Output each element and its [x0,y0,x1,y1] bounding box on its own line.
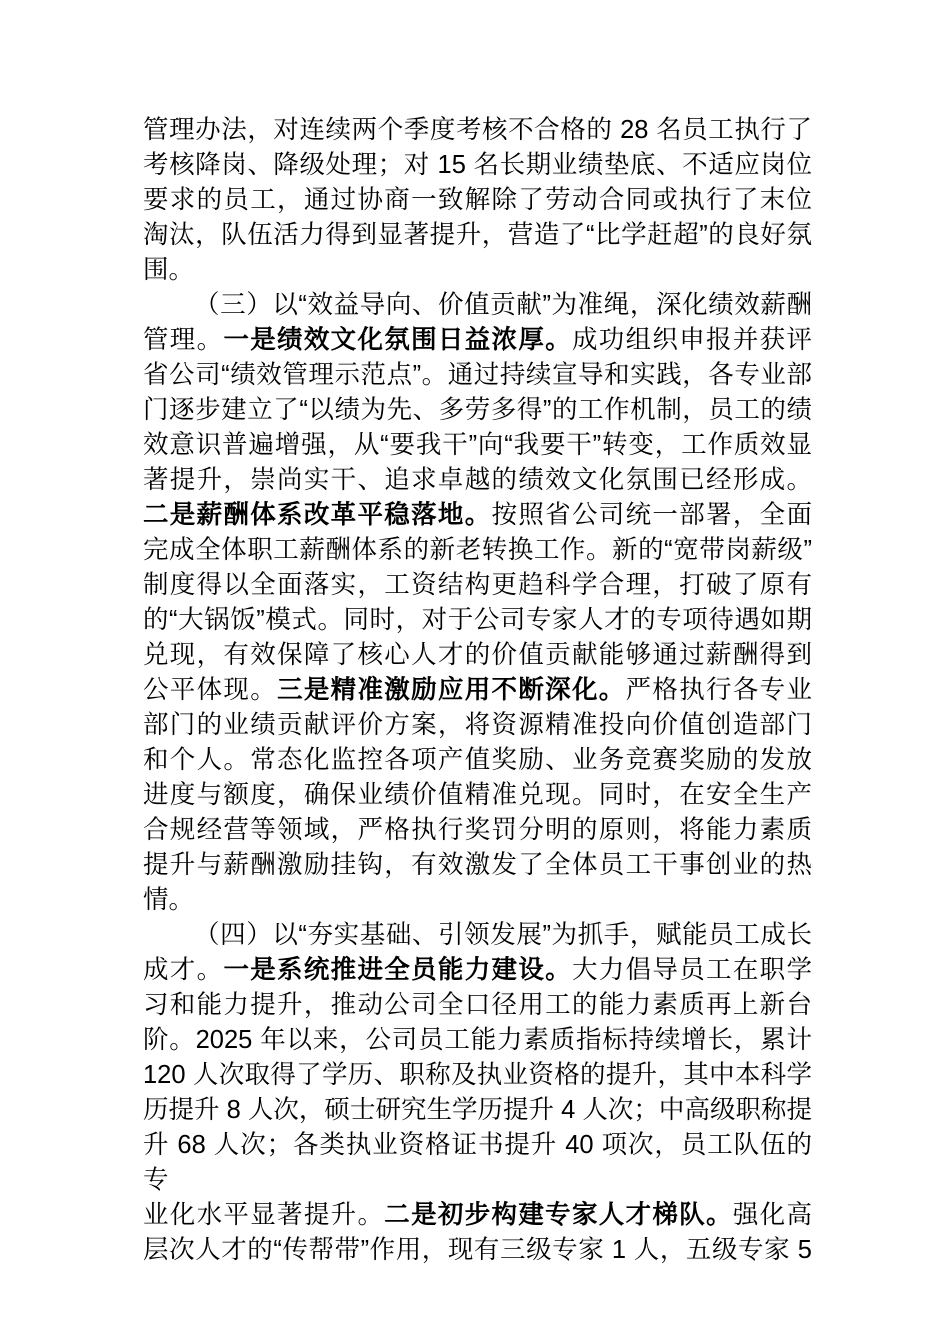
text-line [143,428,812,463]
text-run-bold: 二是薪酬体系改革平稳落地。 [143,501,492,529]
text-run: （四）以“夯实基础、引领发展”为抓手，赋能员工成长 [194,921,812,949]
text-run: 进度与额度，确保业绩价值精准兑现。同时，在安全生产 [143,781,812,809]
text-line [143,323,812,358]
text-line [143,1233,812,1268]
text-line [143,498,812,533]
text-line [143,113,812,148]
text-line [143,988,812,1023]
text-line [143,883,812,918]
text-run: 效意识普遍增强，从“要我干”向“我要干”转变，工作质效显 [143,431,812,459]
text-run: 严格执行各专业 [625,676,812,704]
text-run: 提升与薪酬激励挂钩，有效激发了全体员工干事创业的热 [143,851,812,879]
text-line [143,568,812,603]
text-run: 省公司“绩效管理示范点”。通过持续宣导和实践，各专业部 [143,361,812,389]
text-run: 制度得以全面落实，工资结构更趋科学合理，打破了原有 [143,571,812,599]
text-line [143,953,812,988]
text-run-bold: 一是系统推进全员能力建设。 [223,956,572,984]
text-line [143,603,812,638]
text-run-bold: 二是初步构建专家人才梯队。 [384,1201,733,1229]
text-run: 公平体现。 [143,676,278,704]
text-line [143,1093,812,1128]
text-line [143,1198,812,1233]
text-run: 强化高 [732,1201,812,1229]
text-run: 门逐步建立了“以绩为先、多劳多得”的工作机制，员工的绩 [143,396,812,424]
text-run: 管理办法，对连续两个季度考核不合格的 28 名员工执行了 [143,116,812,144]
text-run: 要求的员工，通过协商一致解除了劳动合同或执行了末位 [143,186,812,214]
text-run: 业化水平显著提升。 [143,1201,385,1229]
text-run: 情。 [143,886,195,914]
text-run: 按照省公司统一部署，全面 [491,501,812,529]
text-line [143,638,812,673]
document-body [143,113,812,1268]
text-line [143,358,812,393]
text-run: 兑现，有效保障了核心人才的价值贡献能够通过薪酬得到 [143,641,812,669]
text-run: 著提升，崇尚实干、追求卓越的绩效文化氛围已经形成。 [143,466,812,494]
text-line [143,1023,812,1058]
text-run: （三）以“效益导向、价值贡献”为准绳，深化绩效薪酬 [194,291,812,319]
text-run: 习和能力提升，推动公司全口径用工的能力素质再上新台 [143,991,812,1019]
text-run: 考核降岗、降级处理；对 15 名长期业绩垫底、不适应岗位 [143,151,812,179]
text-line [143,918,812,953]
text-run: 120 人次取得了学历、职称及执业资格的提升，其中本科学 [143,1061,812,1089]
text-line [143,463,812,498]
text-line [143,148,812,183]
text-run: 历提升 8 人次，硕士研究生学历提升 4 人次；中高级职称提 [143,1096,812,1124]
text-line [143,288,812,323]
text-line [143,708,812,743]
text-line [143,218,812,253]
text-line [143,743,812,778]
text-run: 的“大锅饭”模式。同时，对于公司专家人才的专项待遇如期 [143,606,812,634]
text-line [143,1128,812,1198]
text-line [143,673,812,708]
text-line [143,253,812,288]
text-line [143,813,812,848]
text-run: 完成全体职工薪酬体系的新老转换工作。新的“宽带岗薪级” [143,536,812,564]
text-run: 成才。 [143,956,224,984]
text-line [143,183,812,218]
text-line [143,1058,812,1093]
text-line [143,393,812,428]
text-run-bold: 一是绩效文化氛围日益浓厚。 [223,326,572,354]
text-line [143,533,812,568]
text-run: 层次人才的“传帮带”作用，现有三级专家 1 人，五级专家 5 [143,1236,812,1264]
text-run: 大力倡导员工在职学 [571,956,812,984]
text-run: 围。 [143,256,195,284]
text-run: 和个人。常态化监控各项产值奖励、业务竞赛奖励的发放 [143,746,812,774]
text-run: 部门的业绩贡献评价方案，将资源精准投向价值创造部门 [143,711,812,739]
text-run: 淘汰，队伍活力得到显著提升，营造了“比学赶超”的良好氛 [143,221,812,249]
text-run: 升 68 人次；各类执业资格证书提升 40 项次，员工队伍的专 [143,1131,812,1194]
text-run: 阶。2025 年以来，公司员工能力素质指标持续增长，累计 [143,1026,812,1054]
text-run-bold: 三是精准激励应用不断深化。 [277,676,626,704]
text-line [143,848,812,883]
text-line [143,778,812,813]
text-run: 成功组织申报并获评 [571,326,812,354]
text-run: 管理。 [143,326,224,354]
text-run: 合规经营等领域，严格执行奖罚分明的原则，将能力素质 [143,816,812,844]
